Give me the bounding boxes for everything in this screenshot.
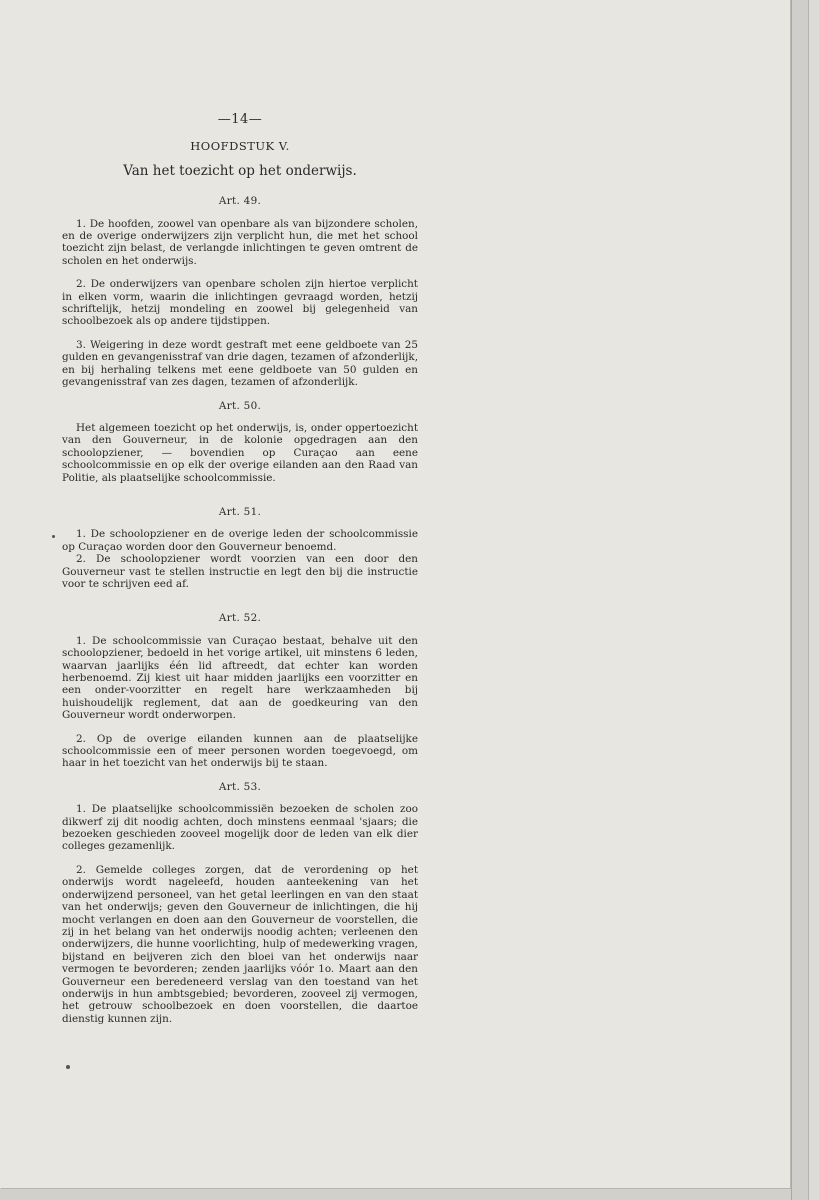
page-number: —14— [217, 112, 263, 127]
article-paragraph: 2. De schoolopziener wordt voorzien van een door den Gouverneur vast te stellen instructie en legt den bij die instructie voor te schrijven eed af. [62, 553, 418, 590]
article-paragraph: 2. De onderwijzers van openbare scholen zijn hiertoe verplicht in elken vorm, waarin die inlichtingen gevraagd worden, hetzij schriftelijk, hetzij mondeling en zoowel bij gelegenheid van schoolbezoek als op andere tijdstippen. [62, 278, 418, 328]
document-body [62, 114, 418, 1036]
chapter-title: Van het toezicht op het onderwijs. [123, 162, 357, 179]
article-heading: Art. 52. [218, 612, 262, 625]
article-paragraph: 1. De schoolcommissie van Curaçao bestaat, behalve uit den schoolopziener, bedoeld in het vorige artikel, uit minstens 6 leden, waarvan jaarlijks één lid aftreedt, dat echter kan worden herbenoemd. Zij kiest uit haar midden jaarlijks een voorzitter en een onder-voorzitter en regelt hare werkzaamheden bij huishoudelijk reglement, dat aan de goedkeuring van den Gouverneur wordt onderworpen. [62, 634, 418, 722]
article-paragraph: 2. Op de overige eilanden kunnen aan de plaatselijke schoolcommissie een of meer personen worden toegevoegd, om haar in het toezicht van het onderwijs bij te staan. [62, 732, 418, 770]
article-paragraph: 1. De schoolopziener en de overige leden der schoolcommissie op Curaçao worden door den Gouverneur benoemd. [62, 528, 418, 553]
article-paragraph: 1. De plaatselijke schoolcommissiën bezoeken de scholen zoo dikwerf zij dit noodig achten, doch minstens eenmaal 'sjaars; die bezoeken geschieden zooveel mogelijk door de leden van elk dier colleges gezamenlijk. [62, 803, 418, 853]
page-edge-outer [808, 0, 819, 1200]
article-heading: Art. 50. [218, 399, 262, 412]
article-paragraph: Het algemeen toezicht op het onderwijs, is, onder oppertoezicht van den Gouverneur, in de kolonie opgedragen aan den schoolopziener, — bovendien op Curaçao aan eene schoolcommissie en op elk der overige eilanden aan den Raad van Politie, als plaatselijke schoolcommissie. [62, 421, 418, 484]
article-heading: Art. 49. [218, 195, 262, 208]
chapter-heading: HOOFDSTUK V. [190, 139, 290, 154]
article-paragraph: 2. Gemelde colleges zorgen, dat de verordening op het onderwijs wordt nageleefd, houden aanteekening van het onderwijzend personeel, van het getal leerlingen en van den staat van het onderwijs; geven den Gouverneur de inlichtingen, die hij mocht verlangen en doen aan den Gouverneur de voorstellen, die zij in het belang van het onderwijs noodig achten; verleenen den onderwijzers, die hunne voorlichting, hulp of medewerking vragen, bijstand en beijveren zich den bloei van het onderwijs naar vermogen te bevorderen; zenden jaarlijks vóór 1o. Maart aan den Gouverneur een beredeneerd verslag van den toestand van het onderwijs in hun ambtsgebied; bevorderen, zooveel zij vermogen, het getrouw schoolbezoek en doen voorstellen, die daartoe dienstig kunnen zijn. [62, 863, 418, 1025]
article-paragraph: 3. Weigering in deze wordt gestraft met eene geldboete van 25 gulden en gevangenisstraf van drie dagen, tezamen of afzonderlijk, en bij herhaling telkens met eene geldboete van 50 gulden en gevangenisstraf van zes dagen, tezamen of afzonderlijk. [62, 338, 418, 389]
article-paragraph: 1. De hoofden, zoowel van openbare als van bijzondere scholen, en de overige onderwijzers zijn verplicht hun, die met het school toezicht zijn belast, de verlangde inlichtingen te geven omtrent de scholen en het onderwijs. [62, 217, 418, 267]
article-heading: Art. 51. [218, 505, 262, 518]
article-heading: Art. 53. [218, 780, 262, 793]
ink-speck [52, 535, 55, 538]
ink-speck [66, 1065, 70, 1069]
